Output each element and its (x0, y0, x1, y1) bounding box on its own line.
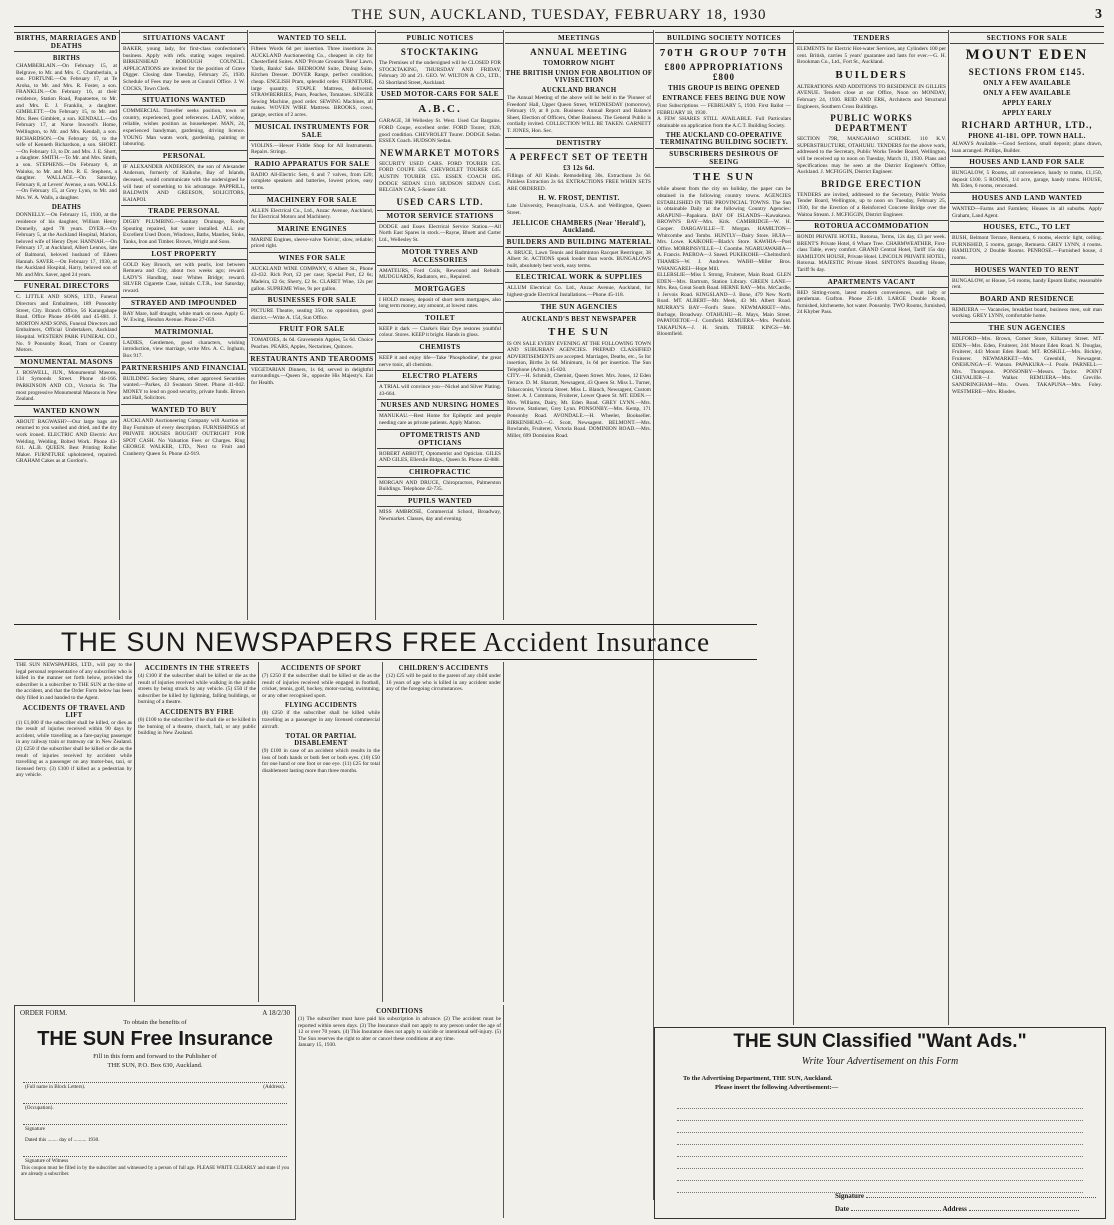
used-cars-header: USED MOTOR-CARS FOR SALE (377, 88, 503, 100)
meetings-header: MEETINGS (505, 32, 653, 44)
strayed-header: STRAYED AND IMPOUNDED (121, 297, 247, 309)
wines-text: AUCKLAND WINE COMPANY, 6 Albert St., Phone 43-432. Rich Port, £2 per case; Special Port, £2 6s; Madeira, £2 6s; Sherry, £2 6s. CLARET Wine, 12s per gallon. SUPREME Wine, 9s per gallon. (251, 265, 373, 292)
sections-header: SECTIONS FOR SALE (950, 32, 1104, 44)
column-for-sale (249, 30, 376, 620)
want-ads-insert-line: Please insert the following Advertisement:— (715, 1084, 839, 1091)
dentistry-text: Fillings of All Kinds. Remodelling 30s. Extractions 2s 6d. Painless Extraction 2s 6d. EXTRACTIONS FREE WHEN SETS ARE ORDERED. (507, 172, 651, 192)
column-tenders (795, 30, 949, 1025)
auckland-coop: THE AUCKLAND CO-OPERATIVE TERMINATING BUILDING SOCIETY. (660, 132, 788, 147)
accessories-header: MOTOR TYRES AND ACCESSORIES (377, 246, 503, 266)
trade-personal-header: TRADE PERSONAL (121, 205, 247, 217)
insurance-conditions (296, 1005, 504, 1218)
conditions-date: January 15, 1930. (298, 1042, 337, 1049)
fruit-header: FRUIT FOR SALE (249, 323, 375, 335)
dentistry-price: £3 12s 6d. (563, 164, 595, 172)
name-field-label: (Full name in Block Letters). (25, 1084, 86, 1090)
apartments-header: APARTMENTS VACANT (795, 276, 948, 288)
mortgages-header: MORTGAGES (377, 283, 503, 295)
cars-text: GARAGE, 38 Wellesley St. West. Used Car Bargains. FORD Coupe, excellent order. FORD Tourer, 1928, good condition. CHEVROLET Tourer. DODGE Sedan. ESSEX Coach. HUDSON Sedan. (379, 118, 501, 145)
street-text: (4) £100 if the subscriber shall be killed or die as the result of injuries received while walking in the public streets by being struck by any vehicle. (5) £50 if the subscriber be killed by lightning, falling buildings, or burning of a theatre. (138, 673, 256, 706)
matrimonial-header: MATRIMONIAL (121, 326, 247, 338)
sport-text: (7) £250 if the subscriber shall be killed or die as the result of injuries received while engaged in football, cricket, tennis, golf, hockey, motor-racing, swimming, or any other recognised sport. (262, 673, 380, 699)
public-works-title: PUBLIC WORKS DEPARTMENT (830, 113, 913, 134)
sport-header: ACCIDENTS OF SPORT (280, 665, 362, 672)
marine-text: MARINE Engines, sleeve-valve 'Kelvin', slow, reliable; priced right. (251, 236, 373, 250)
insurance-order-form (14, 1005, 296, 1220)
wanted-to-sell-text: Fifteen Words 6d per insertion. Three insertions 2s. AUCKLAND Auctioneering Co., cheapest in city for Chesterfield Suites. AND 'Private Grounds 'Rose' Lawn, Yards, Banks' Sale. BEDROOM Suite, Dining Suite, Kitchen Dresser. DOVER Range, perfect condition, cheap. ENGLISH Pram, splendid order. FURNITURE, large quantity. STAPLE Mattress, delivered. STRAWBERRIES, Pears, Peaches, Tomatoes. SINGER Sewing Machine, good order. SEWING Machines, all makes. WOVEN WIRE Mattress. BROOKS, cows, garage, section of 2 acres. (251, 46, 373, 118)
annual-meeting-sub: TOMORROW NIGHT (543, 60, 615, 67)
fire-text: (6) £100 to the subscriber if he shall die or be killed in the burning of a theatre, church, hall, or any public building in New Zealand. (138, 716, 256, 737)
column-meetings (505, 30, 654, 1200)
wanted-known-text: ABOUT BAGWASH?—Our large bags are returned to you washed and dried, and the dry work ironed. ELECTRIC AND Electric Arc Welding, Welding, Bolted Work. Phone 43-611. AL.B. QUEEN. Best Printing Roller Maker. FURNITURE upholstered, repaired. GRAHAM Cakes as at Gordon's. (16, 418, 117, 465)
restaurants-text: VEGETARIAN Dinners, 1s 6d, served in delightful surroundings.—Queen St., opposite His Majesty's. Eat for Health. (251, 366, 373, 386)
partnerships-header: PARTNERSHIPS AND FINANCIAL (121, 363, 247, 372)
subscribers-text: while absent from the city on holiday, the paper can be obtained in the following country towns. AGENCIES ESTABLISHED IN THE PROVINCIAL TOWNS. The Sun is obtainable Daily at the following Country Agencies: ARAPUNI—Papakura. BAY OF ISLANDS—Kawakawa. BROWN'S BAY—Mrs. Kirk. CAMBRIDGE—W. H. Cooper. DARGAVILLE—T. Morgan. HAMILTON—Whitcombe and Tombs. HUNTLY—Dairy Store. HUIA—Mrs. Lowe. KAIKOHE—Black's Store. KAWHIA—Post Office. MORRINSVILLE—J. Coombe. NGARUAWAHIA—A. Francis. PAEROA—J. Sneed. PUKEKOHE—Chelmsford. THAMES—W. J. Andrews. WAIHI—Miller Bros. WHANGAREI—Hope Mill. (657, 186, 791, 272)
name-field[interactable] (23, 1076, 287, 1083)
vivisection-title: THE BRITISH UNION FOR ABOLITION OF VIVISECTION (505, 70, 653, 84)
abc-garage: A.B.C. (418, 103, 462, 116)
trade-personal-text: DIGBY PLUMBING.—Sanitary Drainage, Roofs, Spouting repaired, hot water installed. ALL our Excellent Used Doors, Windows, Baths, Mantles, Sinks, Tanks, Iron and Timber. Brown, Wright and Sons. (123, 219, 245, 246)
funeral-text: C. LITTLE AND SONS, LTD., Funeral Directors and Embalmers, 189 Ponsonby Street, City. Branch Office, 56 Karangahape Road. Office Phone 46-606 and 45-881. J. MORTON AND SONS, Funeral Directors and Embalmers, Official Undertakers, Auckland Hospital. WESTERN PARK FUNERAL CO., No. 9 Ponsonby Road, Tram or Country Motors. (16, 294, 117, 354)
houses-sale-header: HOUSES AND LAND FOR SALE (950, 156, 1104, 168)
wanted-to-buy-text: AUCKLAND Auctioneering Company will Auction or Buy Furniture of every description. FURNISHINGS of PRIVATE HOUSES BOUGHT OUTRIGHT FOR SPOT CASH. No Valuation Fees or Charges. Ring GEORGE WALKER, LTD., Next to Fruit and Cranberry Queen St. Phone 42-919. (123, 417, 245, 457)
partnerships-text: BUILDING Society Shares, other approved Securities wanted.—Parkes, 43 Swanson Street. Phone 41-042. MONEY to lend on good security, private funds. Brown and Hall, Solicitors. (123, 375, 245, 402)
houses-rent-text: BUNGALOW, or House, 5-6 rooms, handy Epsom Baths; reasonable rent. (952, 277, 1102, 291)
want-ads-lines (677, 1097, 1083, 1193)
order-obtain: To obtain the benefits of (123, 1019, 187, 1026)
radio-text: RADIO All-Electric Sets, 6 and 7 valves, from £20; complete speakers and batteries, lowest prices, easy terms. (251, 171, 373, 191)
builders-title: BUILDERS (835, 68, 908, 81)
newmarket-text: SECURITY USED CARS. FORD TOURER £35. FORD COUPE £65. CHEVROLET TOURER £45. AUSTIN TOURER £55. ESSEX COACH £85. DODGE SEDAN £110. HUDSON SEDAN £145. BELGIAN CAR, 5-Seater £40. (379, 160, 501, 194)
witness-field-label: Signature of Witness (25, 1158, 69, 1164)
right-agencies-text: MILFORD—Mrs. Brown, Corner Store, Killarney Street. MT. EDEN—Mrs. Eden, Fruiterer, 244 Mount Eden Road. N. Douglas, Fruiterer, 443 Mount Eden Road. MT. ROSKILL—Mrs. Bickley, Fruiterer. NEWMARKET—Mrs. Greenhill, Newsagent. ONEHUNGA—F. Watson. PAPAKURA—J. Poole. PARNELL—Mrs. Thompson. PONSONBY—Messrs. Taylor. POINT CHEVALIER—J. Walker. REMUERA—Mrs. Greville. SANDRINGHAM—Mrs. Owen. TAKAPUNA—Mrs. Foley. WESTMERE—Mrs. Rhodes. (952, 335, 1102, 395)
column-sections (950, 30, 1104, 1025)
plating-text: A TRIAL will convince you—Nickel and Silver Plating. 43-664. (379, 384, 501, 397)
richard-phone: PHONE 41-181. OPP. TOWN HALL. (968, 133, 1086, 140)
insurance-col-1 (14, 662, 135, 1002)
children-text: (12) £25 will be paid to the parent of any child under 16 years of age who is killed in any accident under any of the foregoing circumstances. (386, 673, 501, 693)
column-births (14, 30, 120, 620)
musical-header: MUSICAL INSTRUMENTS FOR SALE (249, 121, 375, 141)
signature-field[interactable] (23, 1118, 287, 1125)
flying-header: FLYING ACCIDENTS (285, 702, 357, 710)
disablement-header: TOTAL OR PARTIAL DISABLEMENT (285, 733, 357, 748)
want-ads-subhead: Write Your Advertisement on this Form (801, 1056, 959, 1067)
strayed-text: BAY Mare, half draught, white mark on nose. Apply G. W. Ewing, Hendon Avenue. Phone 27-059. (123, 310, 245, 324)
insurance-banner-a: THE SUN NEWSPAPERS FREE (60, 627, 478, 657)
businesses-header: BUSINESSES FOR SALE (249, 294, 375, 306)
always-available-text: ALWAYS Available.—Good Sections, small deposit; plans drawn, loan arranged. Phillips, Builder. (952, 141, 1102, 154)
chemists-text: KEEP it and enjoy life—Take 'Phosphodine', the great nerve tonic, all chemists. (379, 355, 501, 368)
pupils-header: PUPILS WANTED (377, 495, 503, 507)
agencies-text: IS ON SALE EVERY EVENING AT THE FOLLOWING TOWN AND SUBURBAN AGENCIES. PREPAID CLASSIFIED ADVERTISEMENTS are accepted. Marriages, Deaths, etc., 5s for insertion, Births 2s 6d. Minimum, 1s 6d per insertion. The Sun Telephone (Advts.) 45-820. (507, 340, 651, 373)
column-public-notices (377, 30, 504, 620)
ad-line-1[interactable] (677, 1097, 1083, 1109)
nurses-header: NURSES AND NURSING HOMES (377, 399, 503, 411)
marine-header: MARINE ENGINES (249, 223, 375, 235)
order-fine-print: This coupon must be filled in by the subscriber and witnessed by a person of full age. PLEASE WRITE CLEARLY and state if you are already a subscriber. (21, 1166, 289, 1177)
insurance-banner-b: Accident Insurance (483, 627, 711, 657)
street-header: ACCIDENTS IN THE STREETS (144, 665, 250, 672)
insurance-col-3 (260, 662, 383, 1002)
want-ads-date-row (835, 1205, 1079, 1213)
meeting-text: The Annual Meeting of the above will be held in the 'Pioneer of Freedom' Hall, Upper Queen Street, WEDNESDAY (tomorrow), February 19, at 8 p.m. Business: Annual Report and Balance Sheet, Election of Officers, Other Business. The General Public is cordially invited. COLLECTION WILL BE TAKEN. GARNETT T. JONES, Hon. Sec. (507, 95, 651, 134)
houses-rent-header: HOUSES WANTED TO RENT (950, 264, 1104, 276)
order-fill: Fill in this form and forward to the Publisher of (93, 1053, 217, 1060)
group-opening: THIS GROUP IS BEING OPENED (668, 85, 780, 92)
rotorua-text: BONDI PRIVATE HOTEL, Rotorua, Terms, 12s day, £3 per week. BRENT'S Private Hotel, 6 Whare Tree. CHARMWEATHER, First-class Table, every comfort. GRAND Central Hotel, Tariff 15s day. HAMILTON HOUSE, Private Hotel. LINCOLN PRIVATE HOTEL, Rotorua. MAJESTIC Private Hotel. SINTON'S Boarding House, Tariff 9s day. (797, 234, 946, 274)
ad-line-6[interactable] (677, 1157, 1083, 1169)
ad-line-5[interactable] (677, 1145, 1083, 1157)
occupation-field-label: (Occupation). (25, 1105, 54, 1111)
sun-logo-2: THE SUN (693, 171, 755, 184)
musical-text: VIOLINS.—Hewer Fiddle Shop for All Instruments. Repairs. Strings. (251, 142, 373, 156)
tenders-header: TENDERS (795, 32, 948, 44)
situations-vacant-header: SITUATIONS VACANT (121, 32, 247, 44)
houses-sale-text: BUNGALOW, 5 Rooms, all convenience, handy to trams, £1,150, deposit £100. 5 ROOMS, 1/4 acre, garage, handy trams. HOUSE, Mt. Eden, 6 rooms, renovated. (952, 170, 1102, 190)
monumental-text: J. BOSWELL, JUN., Monumental Masons, 134 Symonds Street. Phone 44-166. PARKINSON AND CO., Victoria St. The most progressive Monumental Masons in New Zealand. (16, 369, 117, 403)
witness-field[interactable] (23, 1150, 287, 1157)
want-ads-to-line: To the Advertising Department, THE SUN, Auckland. (683, 1075, 833, 1082)
machinery-header: MACHINERY FOR SALE (249, 194, 375, 206)
building-society-header: BUILDING SOCIETY NOTICES (655, 32, 793, 44)
travel-header: ACCIDENTS OF TRAVEL AND LIFT (22, 704, 126, 719)
births-header: BIRTHS, MARRIAGES AND DEATHS (14, 32, 119, 52)
insurance-intro: THE SUN NEWSPAPERS, LTD., will pay to the legal personal representative of any subscriber who is killed in the manner set forth below, provided the subscriber is a subscriber to THE SUN at the time of the accident, and that the Order Form below has been duly filled in and handed to the Agent. (16, 662, 132, 701)
situations-vacant-text: BAKER, young lady, for first-class confectioner's business. Apply with refs. stating wages required. BIRKENHEAD BOROUGH COUNCIL. APPLICATIONS are invited for the position of Grave Digger. Closing date Tuesday, February 25, 1930. Schedule of Fees may be seen at Council Office. J. W. COCKS, Town Clerk. (123, 46, 245, 92)
chiropractic-text: MORGAN AND DRUCE, Chiropractors, Palmerston Buildings. Telephone 42-735. (379, 479, 501, 493)
annual-meeting-title: ANNUAL MEETING (530, 47, 628, 57)
deaths-text: DONNELLY.—On February 15, 1930, at the residence of his daughter, William Henry Donnelly, aged 78 years. DYER.—On February 5, at the Auckland Hospital, Marion, beloved wife of Henry Dyer. HANNAH.—On February 17, at Auckland, Albert Lennox, late of Balmoral, beloved husband of Eileen Hannah. SAVER.—On February 17, 1930, at the Auckland Hospital, Harry, beloved son of Mr. and Mrs. Saver, aged 24 years. (16, 212, 117, 278)
want-ads-address-label: Address (942, 1205, 967, 1213)
stocktaking-title: STOCKTAKING (400, 47, 480, 57)
right-agencies-header: THE SUN AGENCIES (950, 322, 1104, 334)
ad-line-3[interactable] (677, 1121, 1083, 1133)
wines-header: WINES FOR SALE (249, 252, 375, 264)
ad-line-7[interactable] (677, 1169, 1083, 1181)
chiropractic-header: CHIROPRACTIC (377, 466, 503, 478)
order-publisher: THE SUN, P.O. Box 630, Auckland. (107, 1062, 203, 1069)
conditions-header: CONDITIONS (376, 1008, 423, 1015)
restaurants-header: RESTAURANTS AND TEAROOMS (250, 354, 374, 363)
subscribers-header: SUBSCRIBERS DESIROUS OF SEEING (655, 148, 793, 168)
address-field-label: (Address). (263, 1084, 285, 1090)
plating-header: ELECTRO PLATERS (377, 370, 503, 382)
sun-agencies-header: THE SUN AGENCIES (505, 301, 653, 313)
public-notices-header: PUBLIC NOTICES (377, 32, 503, 44)
suburban-agencies-text: ELLERSLIE—Miss I. Strong, Fruiterer, Main Road. GLEN EDEN—Mrs. Bartrum, Station Library. GREEN LANE—Mrs. Rea, Great South Road. HERNE BAY—Mrs. McCardle, 1 Jervois Road. KINGSLAND—J. Bone, 479 New North Road. MT. ALBERT—Mr. Meek, 43 Mt. Albert Road. MURRAY'S BAY—Ford's Store. NEWMARKET—Mrs. Burbage, Broadway. OTAHUHU—R. Mays, Main Street. PAPATOETOE—J. Cornfield. REMUERA—Mrs. Penfold. TAKAPUNA—J. H. Smith. THREE KINGS—Mr. Bloomfield. (657, 272, 791, 338)
vivisection-sub: AUCKLAND BRANCH (541, 87, 617, 94)
fire-header: ACCIDENTS BY FIRE (160, 708, 234, 716)
nurses-text: MANUKAU.—Rest Home for Epileptic and people needing care as private patients. Apply Matron. (379, 413, 501, 427)
houses-wanted-header: HOUSES AND LAND WANTED (950, 192, 1104, 204)
newmarket-motors: NEWMARKET MOTORS (380, 147, 500, 158)
accessories-text: AMATEURS, Ford Coils, Rewound and Rebuilt. MUDGUARDS, Radiators, etc., Repaired. (379, 267, 501, 281)
houses-let-header: HOUSES, ETC., TO LET (950, 221, 1104, 233)
optometrists-text: ROBERT ABBOTT, Optometrist and Optician. GILES AND GILES, Ellerslie Bldgs., Queen St. Phone 42-888. (379, 450, 501, 464)
public-works-text: SECTION 79R, MANGAHAO SCHEME. 110 K.V. SUPERSTRUCTURE, OTAHUHU. TENDERS for the above work, addressed to the Secretary, Public Works Tender Board, Wellington, will be received up to noon on Tuesday, March 11, 1930. Plans and Specifications may be seen at the District Engineer's Office, Auckland. J. MCFIGGIN, District Engineer. (797, 136, 946, 176)
personal-header: PERSONAL (121, 150, 247, 162)
houses-wanted-text: WANTED—Farms and Farmlets; Houses in all suburbs. Apply Graham, Land Agent. (952, 205, 1102, 219)
wanted-to-sell-header: WANTED TO SELL (249, 32, 375, 44)
shares-available: A FEW SHARES STILL AVAILABLE. Full Particulars obtainable on application from the A.C.T. Building Society. (657, 116, 791, 129)
order-form-title: THE SUN Free Insurance (37, 1028, 273, 1050)
masthead-title: THE SUN, AUCKLAND, TUESDAY, FEBRUARY 18, 1930 (351, 7, 767, 23)
houses-let-text: BUSH, Belmont Terrace, Remuera, 6 rooms, electric light, ceiling. FURNISHED, 5 rooms, garage, Remuera. GREY LYNN, 4 rooms. HAMILTON, 2 Double Rooms. PENROSE.—Furnished house, 4 rooms. (952, 235, 1102, 261)
want-ads-signature-row (835, 1192, 1096, 1200)
order-form-label: ORDER FORM. (20, 1009, 68, 1017)
richard-arthur: RICHARD ARTHUR, LTD., (961, 120, 1093, 130)
column-situations (121, 30, 248, 620)
optometrists-header: OPTOMETRISTS AND OPTICIANS (377, 429, 503, 449)
rotorua-header: ROTORUA ACCOMMODATION (795, 220, 948, 232)
want-ads-signature-label: Signature (835, 1192, 865, 1200)
mortgages-text: I HOLD money, deposit of short term mortgages, also long term money, any amount, at lowest rates. (379, 296, 501, 310)
motor-service-text: DODGE and Essex Electrical Service Station.—All North East Spares in stock.—Rayne, Bluett and Carter Ltd., Wellesley St. (379, 223, 501, 243)
deaths-subheader: DEATHS (51, 204, 82, 212)
travel-text: (1) £1,000 if the subscriber shall be killed, or dies as the result of injuries received within 90 days by accident, while travelling as a fare-paying passenger in any railway train or tramway car in New Zealand. (2) £250 if the subscriber shall be killed or die as the result of injuries received by accident while travelling as a passenger on any motor-bus, taxi, or licensed ferry. (3) £100 if killed as a pedestrian by any vehicle. (16, 719, 132, 779)
apply-early-2: APPLY EARLY (1002, 110, 1052, 117)
agencies-lead: AUCKLAND'S BEST NEWSPAPER (521, 315, 637, 323)
ballot-dates: First Subscriptions — FEBRUARY 5, 1930. First Ballot — FEBRUARY 18, 1930. (657, 103, 791, 116)
toilet-header: TOILET (377, 312, 503, 324)
dentistry-title: A PERFECT SET OF TEETH (509, 151, 649, 162)
apartments-text: BED Sitting-room, latest modern conveniences, suit lady or gentleman. Grafton. Phone 25-140. LARGE Double Room, furnished, kitchenette, hot water. Ponsonby. TWO Rooms, furnished, 24 Khyber Pass. (797, 289, 946, 316)
dated-field-label: Dated this ........ day of .......... 1930. (25, 1137, 100, 1143)
builders-tender-text: ALTERATIONS AND ADDITIONS TO RESIDENCE IN GILLIES AVENUE. Tenders close at our Office, Noon on MONDAY, February 24, 1930. REID AND ERK, Architects and Structural Engineers, Southern Cross Buildings. (797, 83, 946, 110)
flying-text: (8) £250 if the subscriber shall be killed while travelling as a passenger in any licensed commercial aircraft. (262, 710, 380, 730)
signature-field-label: Signature (25, 1126, 45, 1132)
disablement-text: (9) £100 in case of an accident which results in the loss of both hands or both feet or both eyes. (10) £50 for one hand or one foot or one eye. (11) £25 for total disablement lasting more than three months. (262, 748, 380, 774)
machinery-text: ALLEN Electrical Co., Ltd., Anzac Avenue, Auckland, for Electrical Motors and Machinery. (251, 207, 373, 221)
fruit-text: TOMATOES, 4s 6d. Gravenstein Apples, 5s 6d. Choice Peaches. PEARS, Apples, Nectarines, Quinces. (251, 337, 373, 351)
want-ads-headline: THE SUN Classified "Want Ads." (733, 1031, 1027, 1052)
want-ads-address-field[interactable] (969, 1210, 1079, 1211)
children-header: CHILDREN'S ACCIDENTS (398, 665, 489, 672)
bridge-erection-text: TENDERS are invited, addressed to the Secretary, Public Works Tender Board, Wellington, up to noon on Tuesday, February 25, 1930, for the Erection of a Reinforced Concrete Bridge over the Waitoa Stream. J. MCFIGGIN, District Engineer. (797, 191, 946, 218)
city-agencies-text: CITY.—H. Schmidt, Chemist, Queen Street. Mrs. Jones, 12 Eden Terrace. D. M. Sharratt, Newsagent, 43 Queen St. Miss L. Turner, Tobacconist, Victoria Street. Miss L. Blanch, Newsagent, Custom Street. A. J. Commons, Fruiterer, Lower Queen St. MT. EDEN.—Mrs. Williams, Dairy, Mt. Eden Road. GREY LYNN.—Mrs. Browne, Stationer, Grey Lynn. PONSONBY.—Mrs. Kemp, 171 Ponsonby Road. AVONDALE.—H. Wheeler, Bookseller. BIRKENHEAD.—G. Scott, Newsagent. BELMONT.—Mrs. Rowlands, Fruiterer, Victoria Road. DOMINION ROAD.—Mrs. Miller, 699 Dominion Road. (507, 373, 651, 439)
entrance-fees: ENTRANCE FEES BEING DUE NOW (662, 95, 786, 102)
lost-property-text: GOLD Key Brooch, set with pearls, lost between Remuera and City, about two weeks ago; reward. LADY'S Handbag, near Whites Bridge; reward. SILVER Cigarette Case, initials C.T.R., lost Saturday, reward. (123, 261, 245, 295)
situations-wanted-text: COMMERCIAL Traveller seeks position, town or country, experienced, good references. LADY, widow, reliable, wishes position as housekeeper. MAN, 24, experienced handyman, gardening, driving licence. YOUNG Man wants work, gardening, painting or labouring. (123, 108, 245, 148)
want-ads-signature-field[interactable] (866, 1197, 1096, 1198)
want-ads-date-field[interactable] (851, 1210, 941, 1211)
electrical-text: ALLUM Electrical Co. Ltd., Anzac Avenue, Auckland, for highest-grade Electrical Installations.—Phone 45-118. (507, 285, 651, 298)
mount-eden-title: MOUNT EDEN (965, 47, 1089, 63)
appropriations: £800 APPROPRIATIONS £800 (664, 62, 784, 82)
births-text: CHAMBERLAIN.—On February 15, at Belgrave, to Mr. and Mrs. C. Chamberlain, a son. FORTUNE.—On February 17, at Te Aroha, to Mr. and Mrs. R. Foster, a son. FRANKLIN.—On February 16, at their residence, Station Road, Papatoetoe, to Mr. and Mrs. E. J. Franklin, a daughter. GIMBLETT.—On February 15, to Mr. and Mrs. Rees Gimblett, a son. KENDALL.—On February 17, at Nurse Inwood's Home, Wellington, to Mr. and Mrs. Kendall, a son. RICHARDSON.—On February 16, to the wife of Kenneth Richardson, a son. SHORT.—On February 13, to Dr. and Mrs. J. E. Short, a daughter. SMITH.—To Mr. and Mrs. Smith, a son. STEPHENS.—On February 6, at Waiuku, to Mr. and Mrs. R. E. Stephens, a daughter. WALLACE.—On Saturday, February 8, at Levers' Avenue, a son. WALLS.—On February 15, at Grey Lynn, to Mr. and Mrs. W. A. Walls, a daughter. (16, 63, 117, 201)
sun-logo: THE SUN (548, 325, 610, 338)
dentist-name: H. W. FROST, DENTIST. (538, 195, 620, 203)
builders-text: A. BRUCE, Lawn Tennis and Badminton Racquet Restringer, 38 Albert St. ACTIONS speak louder than words. BUNGALOWS built, absolutely best work, easy terms. (507, 249, 651, 269)
insurance-col-2 (136, 662, 259, 1002)
ad-line-4[interactable] (677, 1133, 1083, 1145)
page-number: 3 (1095, 7, 1102, 22)
masthead (14, 6, 1104, 27)
pupils-text: MISS AMBROSE, Commercial School, Broadway, Newmarket. Classes, day and evening. (379, 509, 501, 522)
column-building-society (655, 30, 794, 1025)
apply-early-1: APPLY EARLY (1002, 100, 1052, 107)
jellicoe-chambers: JELLICOE CHAMBERS (Near 'Herald'), Auckland. (512, 219, 646, 234)
stocktaking-text: The Premises of the undersigned will be CLOSED FOR STOCKTAKING, THURSDAY AND FRIDAY, February 20 and 21. GEO. W. WILTON & CO., LTD., 63 Shortland Street, Auckland. (379, 60, 501, 86)
conditions-text: (1) The subscriber must have paid his subscription in advance. (2) The accident must be reported within seven days. (3) The Insurance shall not apply to any person under the age of 12 or over 70 years. (4) This Insurance does not apply to suicide or intentional self-injury. (5) The Sun reserves the right to alter or cancel these conditions at any time. (298, 1016, 501, 1042)
group-title: 70TH GROUP 70TH (659, 47, 789, 59)
businesses-text: PICTURE Theatre, seating 350, no opposition, good district.—Write A. 154, Sun Office. (251, 308, 373, 321)
occupation-field[interactable] (23, 1097, 287, 1104)
board-header: BOARD AND RESIDENCE (950, 293, 1104, 305)
electrical-header: ELECTRICAL WORK & SUPPLIES (505, 271, 653, 283)
toilet-text: KEEP it dark — Clarke's Hair Dye restores youthful colour. Stores. KEEP it bright. Hands in gloss. (379, 325, 501, 339)
used-cars-ltd: USED CARS LTD. (396, 196, 484, 207)
bridge-erection-title: BRIDGE ERECTION (821, 178, 922, 189)
tenders-text: ELEMENTS for Electric Hot-water Services, any Cylinders 100 per cent. British, carries 5 years' guarantee and lasts for ever.—G. H. Brookman Co., Ltd., Fort St., Auckland. (797, 46, 946, 66)
order-form-code: A 18/2/30 (262, 1009, 290, 1017)
only-a-few-1: ONLY A FEW AVAILABLE (983, 80, 1071, 87)
monumental-header: MONUMENTAL MASONS (14, 356, 119, 368)
dentist-address: Late University, Pennsylvania, U.S.A. and Wellington, Queen Street. (507, 203, 651, 216)
board-text: REMUERA — Vacancies, breakfast board, business men, suit man working. GREY LYNN, comfortable home. (952, 306, 1102, 320)
insurance-banner (14, 624, 757, 660)
want-ads-date-label: Date (835, 1205, 849, 1213)
ad-line-2[interactable] (677, 1109, 1083, 1121)
insurance-col-4 (384, 662, 504, 1002)
wanted-known-header: WANTED KNOWN (14, 405, 119, 417)
want-ads-form (654, 1027, 1106, 1219)
births-subheader: BIRTHS (52, 55, 81, 62)
motor-service-header: MOTOR SERVICE STATIONS (377, 210, 503, 222)
dentistry-header: DENTISTRY (505, 137, 653, 149)
matrimonial-text: LADIES, Gentlemen, good characters, wishing introduction, view marriage, write Mrs. A. C. Ingham, Box 917. (123, 339, 245, 359)
personal-text: IF ALEXANDER ANDERSON, the son of Alexander Anderson, formerly of Kaikohe, Bay of Islands, deceased, would communicate with the undersigned he will hear of something to his advantage. PAPPRILL, BALDWIN AND GREESON, SOLICITORS, KAIAPOI. (123, 163, 245, 203)
only-a-few-2: ONLY A FEW AVAILABLE (983, 90, 1071, 97)
lost-property-header: LOST PROPERTY (121, 248, 247, 260)
chemists-header: CHEMISTS (377, 341, 503, 353)
wanted-to-buy-header: WANTED TO BUY (121, 404, 247, 416)
sections-price: SECTIONS FROM £145. (968, 67, 1086, 77)
builders-header: BUILDERS AND BUILDING MATERIAL (506, 237, 652, 246)
funeral-header: FUNERAL DIRECTORS (14, 280, 119, 292)
radio-header: RADIO APPARATUS FOR SALE (249, 158, 375, 170)
situations-wanted-header: SITUATIONS WANTED (121, 94, 247, 106)
